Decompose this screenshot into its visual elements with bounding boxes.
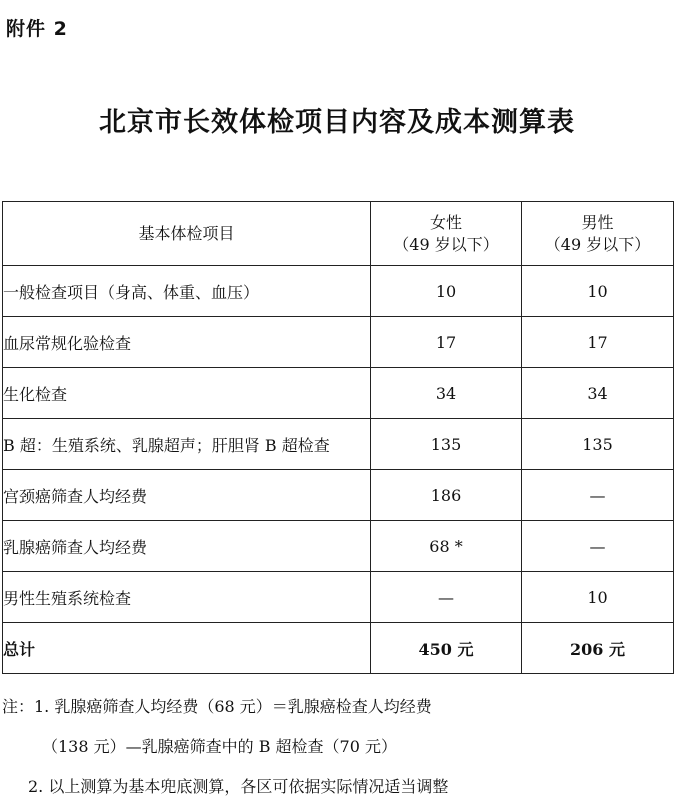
page-title: 北京市长效体检项目内容及成本测算表 — [99, 107, 575, 138]
table-row — [3, 368, 674, 419]
total-male-cost: 206 元 — [522, 623, 674, 674]
table-row — [3, 317, 674, 368]
attachment-label: 附件 2 — [6, 18, 68, 40]
table-header-row — [3, 202, 674, 266]
header-male-label: 男性 — [581, 212, 614, 232]
total-female-cost: 450 元 — [371, 623, 522, 674]
row-item: 生化检查 — [3, 368, 371, 419]
header-female — [371, 202, 522, 266]
row-male-cost: 17 — [522, 317, 674, 368]
row-male-cost: — — [522, 521, 674, 572]
row-item: 宫颈癌筛查人均经费 — [3, 470, 371, 521]
row-item: 一般检查项目（身高、体重、血压） — [3, 266, 371, 317]
table-row — [3, 470, 674, 521]
table-row — [3, 572, 674, 623]
total-label: 总计 — [3, 623, 371, 674]
row-female-cost: 135 — [371, 419, 522, 470]
row-item: B 超：生殖系统、乳腺超声；肝胆肾 B 超检查 — [3, 419, 371, 470]
note-line-1: 注：1. 乳腺癌筛查人均经费（68 元）＝乳腺癌检查人均经费 — [2, 697, 432, 716]
row-male-cost: 10 — [522, 266, 674, 317]
header-male — [522, 202, 674, 266]
row-item: 乳腺癌筛查人均经费 — [3, 521, 371, 572]
total-row — [3, 623, 674, 674]
row-female-cost: 17 — [371, 317, 522, 368]
note-line-2: （138 元）—乳腺癌筛查中的 B 超检查（70 元） — [42, 737, 398, 756]
row-female-cost: — — [371, 572, 522, 623]
note-line-3: 2. 以上测算为基本兜底测算，各区可依据实际情况适当调整 — [28, 777, 449, 796]
row-item: 男性生殖系统检查 — [3, 572, 371, 623]
row-female-cost: 68 * — [371, 521, 522, 572]
row-male-cost: — — [522, 470, 674, 521]
header-female-age: （49 岁以下） — [393, 234, 499, 254]
row-female-cost: 10 — [371, 266, 522, 317]
row-male-cost: 10 — [522, 572, 674, 623]
row-item: 血尿常规化验检查 — [3, 317, 371, 368]
row-female-cost: 34 — [371, 368, 522, 419]
table-row — [3, 521, 674, 572]
table-row — [3, 266, 674, 317]
header-item-label: 基本体检项目 — [138, 223, 235, 243]
header-male-age: （49 岁以下） — [544, 234, 651, 254]
header-female-label: 女性 — [429, 212, 462, 232]
row-male-cost: 34 — [522, 368, 674, 419]
row-female-cost: 186 — [371, 470, 522, 521]
cost-table — [2, 201, 674, 674]
row-male-cost: 135 — [522, 419, 674, 470]
table-row — [3, 419, 674, 470]
header-item — [3, 202, 371, 266]
